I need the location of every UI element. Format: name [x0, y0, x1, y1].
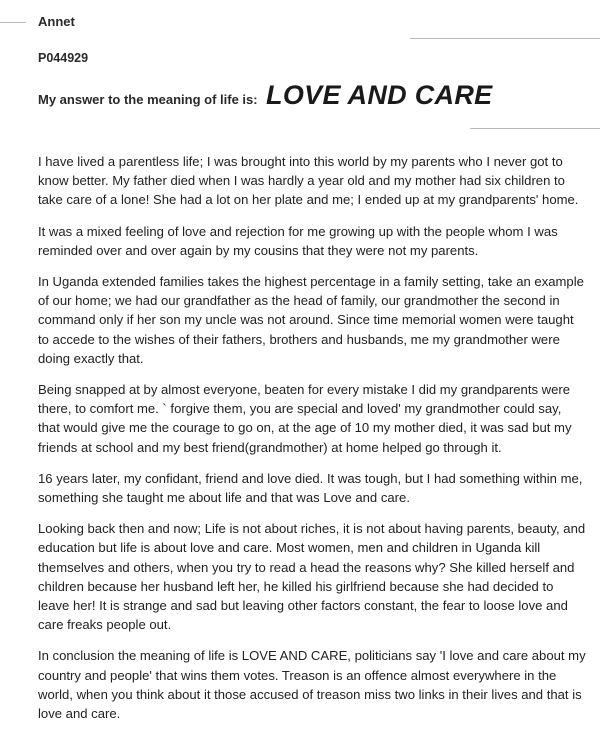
author-name: Annet — [38, 14, 75, 29]
essay-paragraph: Looking back then and now; Life is not about riches, it is not about having parents, beauty, and education but life is about love and care. Most women, men and children in Uganda kill themselves and others, when you try to read a head the reasons why? She killed herself and children because her husband left her, he killed his girlfriend because she had decided to leave her! It is strange and sad but leaving other factors constant, the fear to loose love and care freaks people out. — [38, 521, 586, 633]
essay-paragraph: Being snapped at by almost everyone, beaten for every mistake I did my grandparents were there, to comfort me. ` forgive them, you are special and loved' my grandmother could say, that would give me the courage to go on, at the age of 10 my mother died, it was sad but my friends at school and my best friend(grandmother) at home helped go through it. — [38, 382, 572, 455]
scan-line-top-right — [410, 38, 600, 39]
answer-title: LOVE AND CARE — [266, 80, 493, 110]
essay-paragraph: I have lived a parentless life; I was brought into this world by my parents who I never got to know better. My father died when I was hardly a year old and my mother had six children to take care of a lone! She had a lot on her plate and me; I ended up at my grandparents' home. — [38, 154, 579, 208]
essay-body — [38, 152, 586, 735]
essay-paragraph: In Uganda extended families takes the highest percentage in a family setting, take an example of our home; we had our grandfather as the head of family, our grandmother the second in command only if her son my uncle was not around. Since time memorial women were taught to accede to the wishes of their fathers, brothers and husbands, me my grandmother were doing exactly that. — [38, 274, 584, 366]
essay-paragraph: In conclusion the meaning of life is LOVE AND CARE, politicians say 'I love and care about my country and people' that wins them votes. Treason is an offence almost everywhere in the world, when you think about it those accused of treason miss two links in their lives and that is love and care. — [38, 648, 586, 722]
answer-lead-text: My answer to the meaning of life is: — [38, 92, 258, 107]
essay-paragraph: 16 years later, my confidant, friend and love died. It was tough, but I had something within me, something she taught me about life and that was Love and care. — [38, 470, 583, 506]
essay-paragraph: It was a mixed feeling of love and rejection for me growing up with the people whom I was reminded over and over again by my cousins that they were not my parents. — [38, 223, 558, 258]
scan-line-top-left — [0, 22, 26, 23]
answer-heading — [38, 80, 492, 111]
participant-code: P044929 — [38, 51, 89, 65]
scan-line-right — [470, 128, 600, 129]
